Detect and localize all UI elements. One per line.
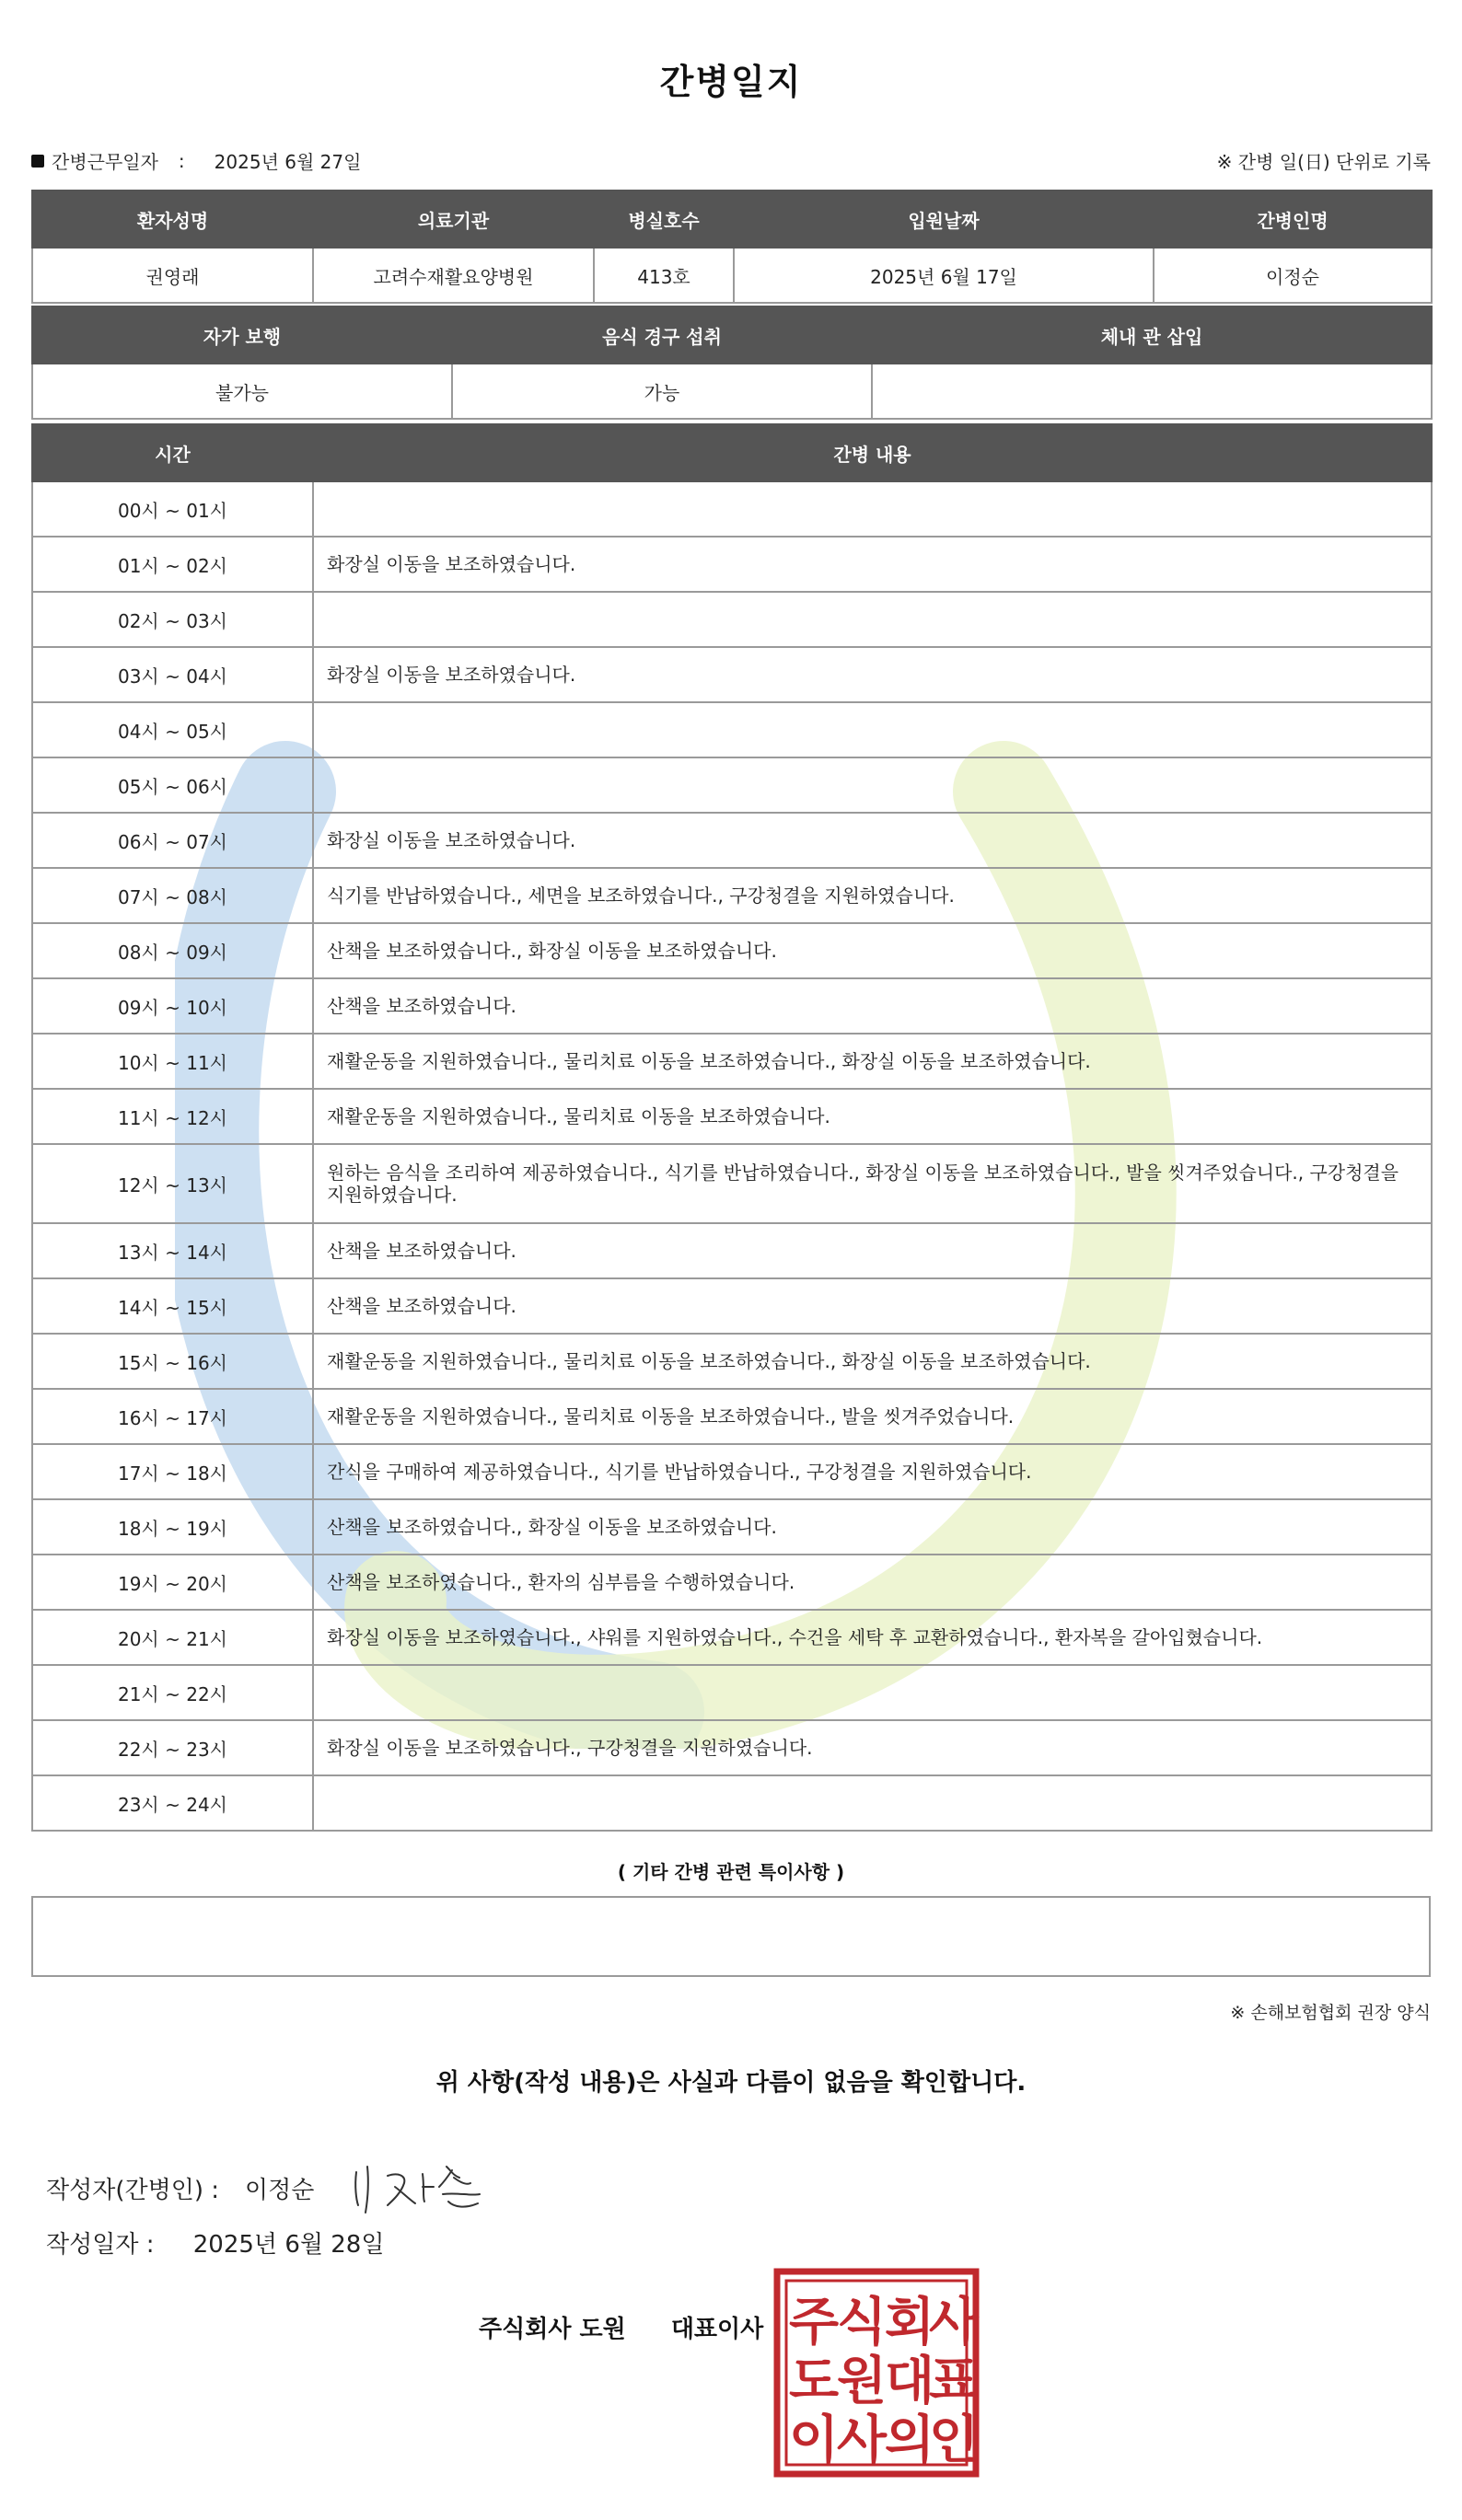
work-date-separator: :: [178, 149, 185, 172]
table-row: [32, 1334, 1432, 1389]
representative-title: 대표이사: [670, 2316, 764, 2343]
log-time: 07시 ~ 08시: [32, 868, 313, 923]
log-time: 06시 ~ 07시: [32, 813, 313, 868]
company-line: [479, 2310, 763, 2344]
log-time: 13시 ~ 14시: [32, 1223, 313, 1278]
notes-box: [31, 1896, 1431, 1977]
svg-text:식: 식: [836, 2293, 888, 2352]
table-row: [32, 1610, 1432, 1665]
log-content: 산책을 보조하였습니다., 화장실 이동을 보조하였습니다.: [313, 923, 1432, 978]
company-seal-stamp-icon: [773, 2268, 980, 2478]
log-time: 10시 ~ 11시: [32, 1034, 313, 1089]
log-time: 08시 ~ 09시: [32, 923, 313, 978]
table-row: [32, 923, 1432, 978]
tube-insertion-status: [872, 364, 1432, 419]
log-time: 17시 ~ 18시: [32, 1444, 313, 1499]
room-number: 413호: [594, 248, 734, 303]
header-time: 시간: [32, 424, 313, 481]
header-hospital: 의료기관: [313, 191, 594, 248]
log-content: 재활운동을 지원하였습니다., 물리치료 이동을 보조하였습니다.: [313, 1089, 1432, 1144]
log-time: 15시 ~ 16시: [32, 1334, 313, 1389]
log-time: 19시 ~ 20시: [32, 1555, 313, 1610]
header-tube-insertion: 체내 관 삽입: [872, 306, 1432, 364]
log-time: 21시 ~ 22시: [32, 1665, 313, 1720]
svg-text:회: 회: [884, 2293, 935, 2352]
log-content: 산책을 보조하였습니다.: [313, 1223, 1432, 1278]
log-content: 재활운동을 지원하였습니다., 물리치료 이동을 보조하였습니다., 화장실 이동을 보조하였습니다.: [313, 1334, 1432, 1389]
svg-text:의: 의: [884, 2410, 935, 2470]
table-row: [32, 1775, 1432, 1831]
log-time: 03시 ~ 04시: [32, 647, 313, 702]
log-content: [313, 702, 1432, 757]
write-date-value: 2025년 6월 28일: [192, 2231, 385, 2259]
header-care-content: 간병 내용: [313, 424, 1432, 481]
caregiver-name: 이정순: [1154, 248, 1432, 303]
writer-line: [46, 2159, 498, 2216]
log-content: 화장실 이동을 보조하였습니다.: [313, 537, 1432, 592]
log-time: 23시 ~ 24시: [32, 1775, 313, 1831]
log-time: 00시 ~ 01시: [32, 481, 313, 537]
log-content: 간식을 구매하여 제공하였습니다., 식기를 반납하였습니다., 구강청결을 지원하였습니다.: [313, 1444, 1432, 1499]
patient-status-table: [31, 306, 1433, 420]
table-row: [32, 1389, 1432, 1444]
svg-text:사: 사: [928, 2293, 980, 2352]
log-time: 05시 ~ 06시: [32, 757, 313, 813]
table-row: [32, 1278, 1432, 1334]
log-content: [313, 592, 1432, 647]
table-row: [32, 978, 1432, 1034]
write-date: [46, 2225, 384, 2260]
table-row: [32, 1555, 1432, 1610]
svg-text:사: 사: [836, 2410, 888, 2470]
log-content: [313, 1665, 1432, 1720]
work-date: [31, 147, 361, 174]
log-time: 22시 ~ 23시: [32, 1720, 313, 1775]
table-row: [32, 1499, 1432, 1555]
svg-text:인: 인: [928, 2410, 980, 2470]
log-content: [313, 1775, 1432, 1831]
company-name: 주식회사 도원: [479, 2316, 626, 2343]
log-time: 12시 ~ 13시: [32, 1144, 313, 1223]
log-time: 02시 ~ 03시: [32, 592, 313, 647]
log-content: 원하는 음식을 조리하여 제공하였습니다., 식기를 반납하였습니다., 화장실 이동을 보조하였습니다., 발을 씻겨주었습니다., 구강청결을 지원하였습니다.: [313, 1144, 1432, 1223]
form-source-note: ※ 손해보험협회 권장 양식: [1230, 2003, 1431, 2023]
table-row: [32, 1223, 1432, 1278]
walking-status: 불가능: [32, 364, 452, 419]
write-date-label: 작성일자 :: [46, 2231, 155, 2259]
log-content: 식기를 반납하였습니다., 세면을 보조하였습니다., 구강청결을 지원하였습니다.: [313, 868, 1432, 923]
page-title: 간병일지: [659, 62, 803, 102]
log-time: 20시 ~ 21시: [32, 1610, 313, 1665]
admission-date: 2025년 6월 17일: [734, 248, 1154, 303]
log-content: 재활운동을 지원하였습니다., 물리치료 이동을 보조하였습니다., 화장실 이동을 보조하였습니다.: [313, 1034, 1432, 1089]
table-row: [32, 813, 1432, 868]
svg-text:도: 도: [788, 2352, 840, 2411]
table-row: [32, 868, 1432, 923]
log-time: 18시 ~ 19시: [32, 1499, 313, 1555]
header-oral-intake: 음식 경구 섭취: [452, 306, 872, 364]
table-row: [32, 647, 1432, 702]
log-time: 09시 ~ 10시: [32, 978, 313, 1034]
oral-intake-status: 가능: [452, 364, 872, 419]
header-caregiver-name: 간병인명: [1154, 191, 1432, 248]
log-rows: [32, 481, 1432, 1831]
svg-text:표: 표: [928, 2352, 980, 2411]
svg-text:대: 대: [884, 2352, 935, 2411]
patient-name: 권영래: [32, 248, 313, 303]
log-content: 화장실 이동을 보조하였습니다.: [313, 647, 1432, 702]
log-content: 화장실 이동을 보조하였습니다.: [313, 813, 1432, 868]
square-bullet-icon: [31, 155, 44, 168]
table-row: [32, 481, 1432, 537]
log-content: 화장실 이동을 보조하였습니다., 샤워를 지원하였습니다., 수건을 세탁 후 교환하였습니다., 환자복을 갈아입혔습니다.: [313, 1610, 1432, 1665]
notes-title: ( 기타 간병 관련 특이사항 ): [617, 1861, 845, 1883]
table-row: [32, 537, 1432, 592]
log-content: [313, 481, 1432, 537]
header-patient-name: 환자성명: [32, 191, 313, 248]
log-time: 16시 ~ 17시: [32, 1389, 313, 1444]
hourly-care-log-table: [31, 423, 1433, 1832]
svg-text:주: 주: [788, 2293, 840, 2352]
log-content: [313, 757, 1432, 813]
log-content: 화장실 이동을 보조하였습니다., 구강청결을 지원하였습니다.: [313, 1720, 1432, 1775]
table-row: [32, 1665, 1432, 1720]
svg-text:원: 원: [836, 2352, 888, 2411]
log-content: 산책을 보조하였습니다.: [313, 1278, 1432, 1334]
header-walking: 자가 보행: [32, 306, 452, 364]
signature-icon: [351, 2159, 498, 2216]
table-row: [32, 592, 1432, 647]
confirmation-statement: 위 사항(작성 내용)은 사실과 다름이 없음을 확인합니다.: [435, 2069, 1027, 2097]
table-row: [32, 1034, 1432, 1089]
work-date-value: 2025년 6월 27일: [214, 151, 362, 173]
log-content: 산책을 보조하였습니다., 화장실 이동을 보조하였습니다.: [313, 1499, 1432, 1555]
writer-label: 작성자(간병인) :: [46, 2176, 220, 2204]
header-room: 병실호수: [594, 191, 734, 248]
log-time: 04시 ~ 05시: [32, 702, 313, 757]
table-row: [32, 1144, 1432, 1223]
log-content: 재활운동을 지원하였습니다., 물리치료 이동을 보조하였습니다., 발을 씻겨주었습니다.: [313, 1389, 1432, 1444]
table-row: [32, 1444, 1432, 1499]
work-date-label: 간병근무일자: [52, 151, 158, 173]
table-row: [32, 757, 1432, 813]
log-time: 11시 ~ 12시: [32, 1089, 313, 1144]
patient-info-table: [31, 190, 1433, 304]
writer-name: 이정순: [245, 2176, 315, 2204]
log-content: 산책을 보조하였습니다.: [313, 978, 1432, 1034]
table-row: [32, 702, 1432, 757]
log-content: 산책을 보조하였습니다., 환자의 심부름을 수행하였습니다.: [313, 1555, 1432, 1610]
table-row: [32, 1720, 1432, 1775]
hospital-name: 고려수재활요양병원: [313, 248, 594, 303]
table-row: [32, 1089, 1432, 1144]
unit-note: ※ 간병 일(日) 단위로 기록: [1216, 151, 1431, 173]
log-time: 01시 ~ 02시: [32, 537, 313, 592]
log-time: 14시 ~ 15시: [32, 1278, 313, 1334]
header-admission-date: 입원날짜: [734, 191, 1154, 248]
svg-text:이: 이: [788, 2410, 840, 2470]
